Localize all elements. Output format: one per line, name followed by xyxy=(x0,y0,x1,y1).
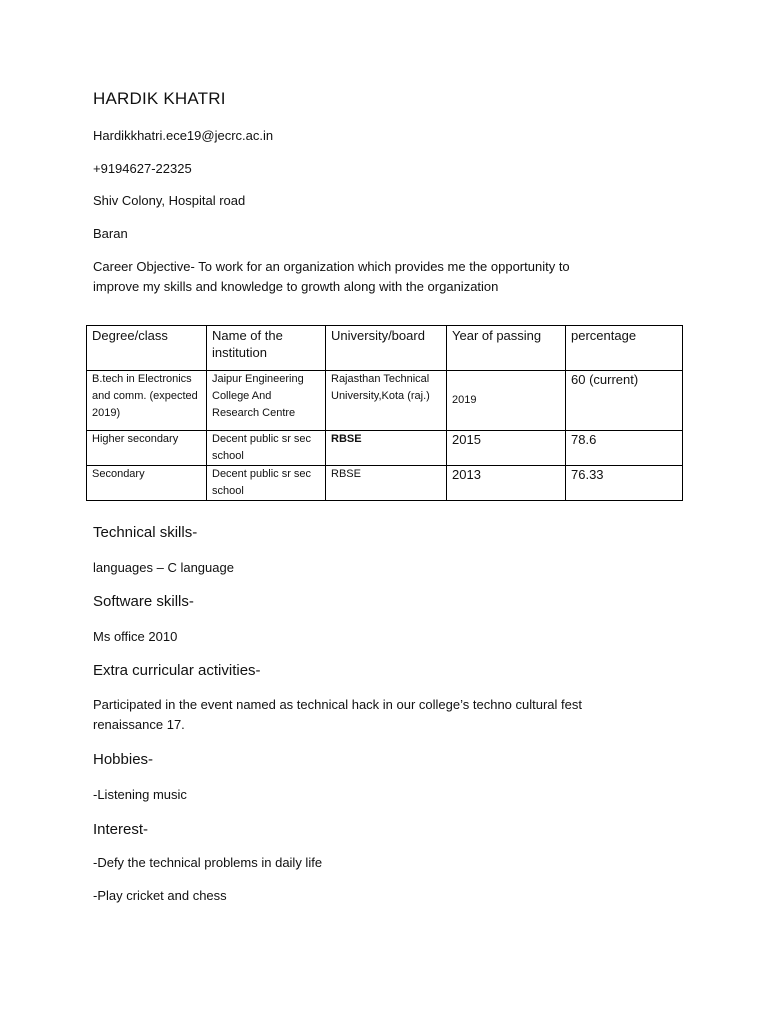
software-skills-heading: Software skills- xyxy=(93,593,194,610)
candidate-name: HARDIK KHATRI xyxy=(93,89,226,108)
technical-skills-text: languages – C language xyxy=(93,560,234,575)
objective-line-2: improve my skills and knowledge to growth along with the organization xyxy=(93,279,499,294)
extra-curricular-heading: Extra curricular activities- xyxy=(93,662,261,679)
table-cell: Decent public sr sec school xyxy=(207,431,326,466)
career-objective xyxy=(93,257,653,297)
table-cell: Higher secondary xyxy=(87,431,207,466)
table-cell: Decent public sr sec school xyxy=(207,466,326,501)
table-row xyxy=(87,371,683,431)
extra-line-1: Participated in the event named as technical hack in our college’s techno cultural fest xyxy=(93,697,582,712)
extra-line-2: renaissance 17. xyxy=(93,717,185,732)
header-cell: Year of passing xyxy=(447,326,566,371)
interest-line-2: -Play cricket and chess xyxy=(93,888,227,903)
technical-skills-heading: Technical skills- xyxy=(93,524,198,541)
table-cell: Rajasthan Technical University,Kota (raj.) xyxy=(326,371,447,431)
header-cell: Name of the institution xyxy=(207,326,326,371)
table-cell: Jaipur Engineering College And Research Centre xyxy=(207,371,326,431)
education-table xyxy=(86,325,683,501)
hobbies-text: -Listening music xyxy=(93,787,187,802)
table-cell: Secondary xyxy=(87,466,207,501)
address-line-2: Baran xyxy=(93,226,128,241)
table-cell: RBSE xyxy=(326,466,447,501)
header-cell: Degree/class xyxy=(87,326,207,371)
table-cell: 2015 xyxy=(447,431,566,466)
phone-text: +9194627-22325 xyxy=(93,161,192,176)
table-row xyxy=(87,466,683,501)
objective-line-1: Career Objective- To work for an organization which provides me the opportunity to xyxy=(93,259,570,274)
table-cell: B.tech in Electronics and comm. (expected 2019) xyxy=(87,371,207,431)
interest-line-1: -Defy the technical problems in daily life xyxy=(93,855,323,870)
table-row xyxy=(87,431,683,466)
table-cell: 60 (current) xyxy=(566,371,683,431)
table-cell: 2013 xyxy=(447,466,566,501)
table-cell: 78.6 xyxy=(566,431,683,466)
table-cell: 2019 xyxy=(447,371,566,431)
address-line-1: Shiv Colony, Hospital road xyxy=(93,193,246,208)
header-cell: University/board xyxy=(326,326,447,371)
table-cell: RBSE xyxy=(326,431,447,466)
interest-heading: Interest- xyxy=(93,821,149,838)
table-cell: 76.33 xyxy=(566,466,683,501)
software-skills-text: Ms office 2010 xyxy=(93,629,178,644)
extra-curricular-text xyxy=(93,695,693,735)
email-text: Hardikkhatri.ece19@jecrc.ac.in xyxy=(93,128,274,143)
header-cell: percentage xyxy=(566,326,683,371)
table-header-row xyxy=(87,326,683,371)
hobbies-heading: Hobbies- xyxy=(93,751,154,768)
